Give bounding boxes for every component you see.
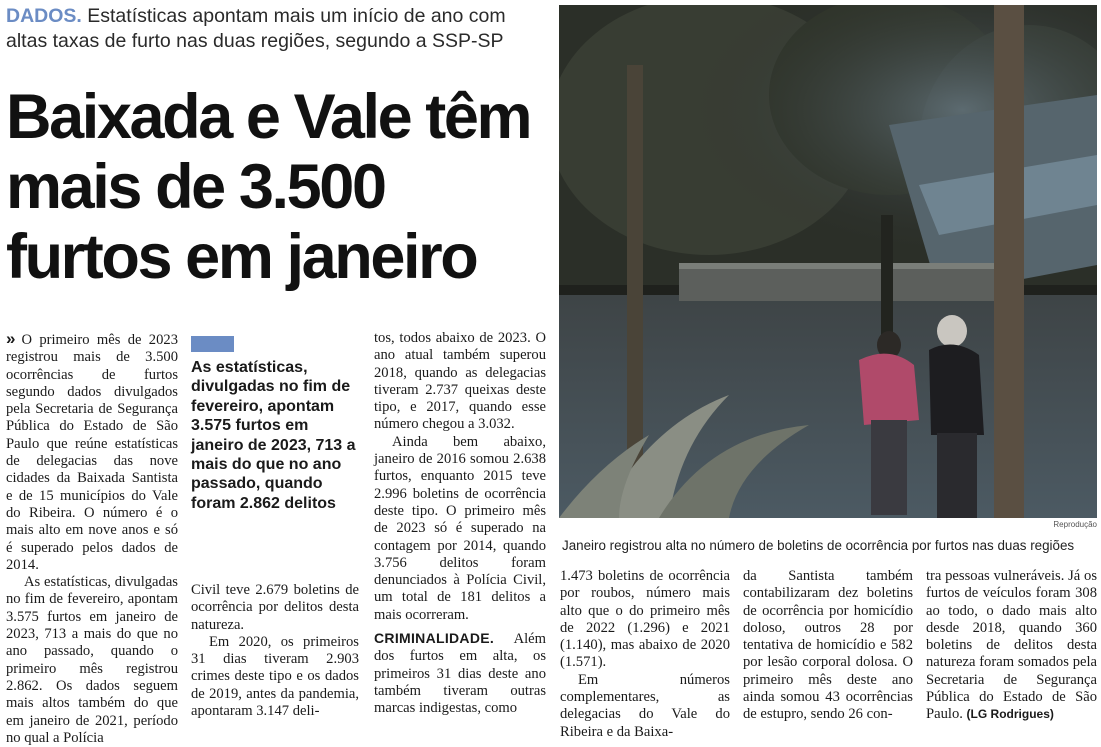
- paragraph: [926, 568, 1097, 724]
- paragraph: 1.473 boletins de ocorrência por roubos, número mais alto que o do primeiro mês de 2022 (1.296) e 2021 (1.140), mas abaixo de 2020 (1.571).: [560, 568, 730, 671]
- pull-quote: As estatísticas, divulgadas no fim de fevereiro, apontam 3.575 furtos em janeiro de 2023, 713 a mais do que no ano passado, quando foram 2.862 delitos: [191, 359, 356, 512]
- chevron-right-icon: »: [6, 329, 16, 348]
- paragraph: Civil teve 2.679 boletins de ocorrência por delitos desta natureza.: [191, 582, 359, 633]
- paragraph: As estatísticas, divulgadas no fim de fevereiro, apontam 3.575 furtos em janeiro de 2023, 713 a mais do que no ano passado, quando o primeiro mês registrou 2.862. Os dados seguem mais altos também do que em janeiro de 2021, período no qual a Polícia: [6, 574, 178, 746]
- photo-caption: Janeiro registrou alta no número de boletins de ocorrência por furtos nas duas regiões: [562, 538, 1075, 553]
- news-photo: [559, 5, 1097, 518]
- paragraph: [6, 330, 178, 574]
- headline-line-1: Baixada e Vale têm: [6, 82, 531, 152]
- photo-credit: Reprodução: [1053, 520, 1097, 529]
- paragraph: tos, todos abaixo de 2023. O ano atual também superou 2018, quando as delegacias tiveram 2.737 queixas deste tipo, e 2017, quando esse número chegou a 3.032.: [374, 330, 546, 433]
- headline: [6, 82, 556, 292]
- paragraph: [374, 630, 546, 717]
- paragraph: Ainda bem abaixo, janeiro de 2016 somou 2.638 furtos, enquanto 2015 teve 2.996 boletins de ocorrência deste tipo. O primeiro mês de 2023 só é superado na contagem por 2014, quando 3.756 delitos foram denunciados à Polícia Civil, um total de 181 delitos a mais ocorreram.: [374, 433, 546, 623]
- article-column-6: [926, 568, 1097, 724]
- author-signature: (LG Rodrigues): [966, 707, 1054, 722]
- article-column-4: [560, 568, 730, 741]
- quote-accent-bar: [191, 336, 234, 352]
- section-tag: DADOS.: [6, 5, 82, 27]
- article-column-3: [374, 330, 546, 718]
- lead-text: O primeiro mês de 2023 registrou mais de 3.500 ocorrências de furtos segundo dados divulgados pela Secretaria de Segurança Pública do Estado de São Paulo que reúne estatísticas de delegacias das nove cidades da Baixada Santista e de 15 municípios do Vale do Ribeira. O número é o mais alto em nove anos e só é superado pelos dados de 2014.: [6, 332, 178, 573]
- paragraph: Em números complementares, as delegacias do Vale do Ribeira e da Baixa-: [560, 671, 730, 740]
- photo-image: [559, 5, 1097, 518]
- kicker: [6, 4, 551, 54]
- paragraph-text: Além dos furtos em alta, os primeiros 31 dias deste ano também tiveram outras marcas indigestas, como: [374, 631, 546, 717]
- headline-line-2: mais de 3.500: [6, 152, 385, 222]
- article-column-5: [743, 568, 913, 724]
- paragraph-text: tra pessoas vulneráveis. Já os furtos de veículos foram 308 ao todo, o dado mais alto desde 2018, quando 360 boletins de delitos desta natureza foram somados pela Secretaria de Segurança Pública do Estado de São Paulo.: [926, 568, 1097, 723]
- kicker-text: Estatísticas apontam mais um início de ano com altas taxas de furto nas duas regiões, segundo a SSP-SP: [6, 5, 506, 52]
- paragraph: Em 2020, os primeiros 31 dias tiveram 2.903 crimes deste tipo e os dados de 2019, antes da pandemia, apontaram 3.147 deli-: [191, 633, 359, 720]
- paragraph: da Santista também contabilizaram dez boletins de ocorrência por homicídio doloso, outros 28 por tentativa de homicídio e 582 por lesão corporal dolosa. O primeiro mês deste ano ainda somou 43 ocorrências de estupro, sendo 26 con-: [743, 568, 913, 723]
- headline-line-3: furtos em janeiro: [6, 222, 477, 292]
- article-column-1: [6, 330, 178, 747]
- subhead: CRIMINALIDADE.: [374, 630, 495, 647]
- article-column-2: [191, 582, 359, 720]
